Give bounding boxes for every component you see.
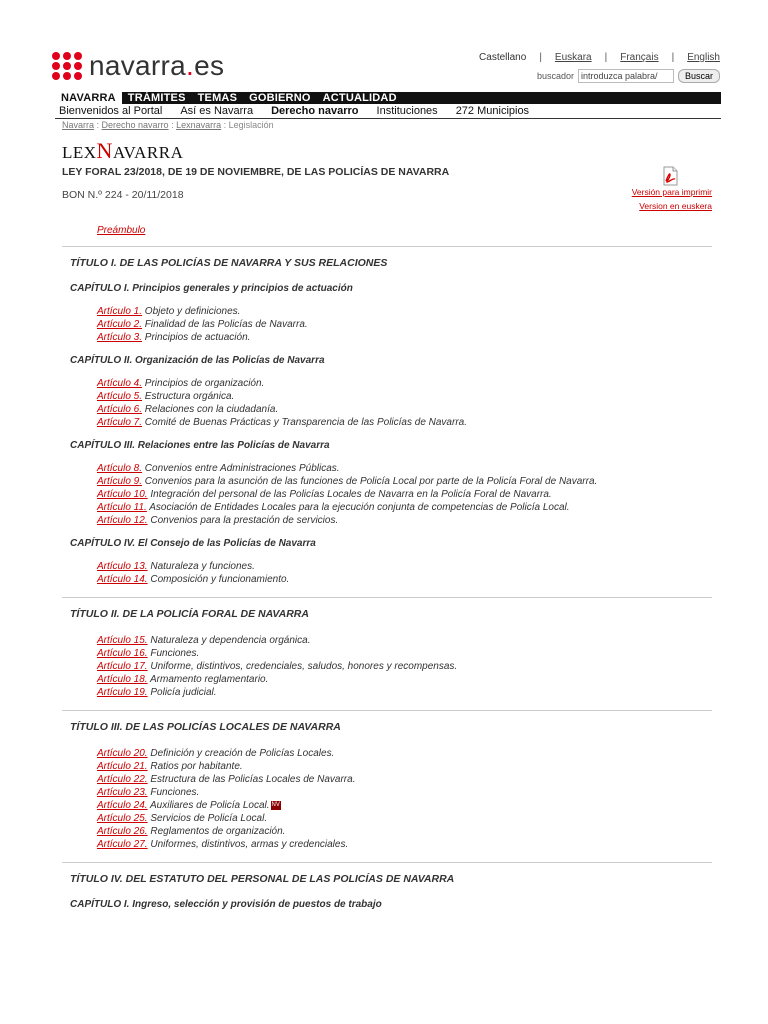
nav-navarra[interactable]: NAVARRA	[55, 92, 122, 104]
article-link[interactable]: Artículo 22.	[97, 774, 148, 785]
euskera-version-link[interactable]: Version en euskera	[639, 201, 712, 211]
nav-temas[interactable]: TEMAS	[197, 92, 238, 104]
article-row: Artículo 18. Armamento reglamentario.	[97, 674, 269, 685]
capitulo-heading: CAPÍTULO I. Ingreso, selección y provisión de puestos de trabajo	[70, 899, 382, 910]
page-title: LEY FORAL 23/2018, DE 19 DE NOVIEMBRE, DE LAS POLICÍAS DE NAVARRA	[62, 166, 450, 178]
preambulo-row	[62, 225, 712, 236]
article-link[interactable]: Artículo 20.	[97, 748, 148, 759]
article-row: Artículo 5. Estructura orgánica.	[97, 391, 235, 402]
breadcrumb-derecho-navarro[interactable]: Derecho navarro	[101, 120, 169, 130]
print-links	[632, 185, 712, 213]
subnav-instituciones[interactable]: Instituciones	[376, 105, 438, 117]
preambulo-link[interactable]: Preámbulo	[97, 225, 146, 236]
subnav-bienvenidos[interactable]: Bienvenidos al Portal	[59, 105, 163, 117]
article-link[interactable]: Artículo 16.	[97, 648, 148, 659]
article-row: Artículo 27. Uniformes, distintivos, armas y credenciales.	[97, 839, 349, 850]
article-link[interactable]: Artículo 15.	[97, 635, 148, 646]
article-row: Artículo 22. Estructura de las Policías Locales de Navarra.	[97, 774, 356, 785]
article-link[interactable]: Artículo 5.	[97, 391, 143, 402]
breadcrumb-lexnavarra[interactable]: Lexnavarra	[176, 120, 222, 130]
titulo-heading: TÍTULO II. DE LA POLICÍA FORAL DE NAVARRA	[70, 608, 309, 620]
article-row: Artículo 11. Asociación de Entidades Locales para la ejecución conjunta de competencias de Policía Local.	[97, 502, 570, 513]
article-link[interactable]: Artículo 18.	[97, 674, 148, 685]
main-nav	[55, 92, 721, 104]
article-row: Artículo 8. Convenios entre Administraciones Públicas.	[97, 463, 340, 474]
breadcrumb-legislacion: Legislación	[228, 120, 274, 130]
article-row: Artículo 3. Principios de actuación.	[97, 332, 251, 343]
section-divider	[62, 597, 712, 598]
language-selector: Castellano | Euskara | Français | English	[479, 52, 720, 63]
article-row: Artículo 12. Convenios para la prestación de servicios.	[97, 515, 339, 526]
logo-dots-icon	[52, 52, 83, 80]
article-link[interactable]: Artículo 13.	[97, 561, 148, 572]
article-row: Artículo 26. Reglamentos de organización.	[97, 826, 286, 837]
article-list	[97, 462, 712, 527]
article-list	[97, 747, 712, 851]
article-link[interactable]: Artículo 14.	[97, 574, 148, 585]
lang-euskara[interactable]: Euskara	[554, 52, 592, 63]
article-link[interactable]: Artículo 7.	[97, 417, 143, 428]
article-list	[97, 634, 712, 699]
lexnavarra-logo: LEXNAVARRA	[62, 138, 184, 163]
search-label: buscador	[536, 71, 574, 81]
titulo-heading: TÍTULO IV. DEL ESTATUTO DEL PERSONAL DE LAS POLICÍAS DE NAVARRA	[70, 873, 455, 885]
breadcrumb: Navarra : Derecho navarro : Lexnavarra : Legislación	[62, 120, 274, 130]
pdf-icon[interactable]	[660, 166, 680, 186]
article-link[interactable]: Artículo 8.	[97, 463, 143, 474]
article-link[interactable]: Artículo 21.	[97, 761, 148, 772]
article-row: Artículo 17. Uniforme, distintivos, credenciales, saludos, honores y recompensas.	[97, 661, 458, 672]
article-row: Artículo 6. Relaciones con la ciudadanía.	[97, 404, 279, 415]
article-row: Artículo 23. Funciones.	[97, 787, 200, 798]
article-row: Artículo 15. Naturaleza y dependencia orgánica.	[97, 635, 311, 646]
article-link[interactable]: Artículo 11.	[97, 502, 147, 513]
article-link[interactable]: Artículo 25.	[97, 813, 148, 824]
subnav-asi-es-navarra[interactable]: Así es Navarra	[180, 105, 254, 117]
titulo-heading: TÍTULO I. DE LAS POLICÍAS DE NAVARRA Y SUS RELACIONES	[70, 257, 388, 269]
article-link[interactable]: Artículo 1.	[97, 306, 143, 317]
lang-english[interactable]: English	[687, 52, 720, 63]
section-divider	[62, 710, 712, 711]
article-row: Artículo 21. Ratios por habitante.	[97, 761, 243, 772]
logo-text: navarra.es	[89, 50, 225, 81]
article-row: Artículo 19. Policía judicial.	[97, 687, 217, 698]
capitulo-heading: CAPÍTULO I. Principios generales y principios de actuación	[70, 283, 353, 294]
article-row: Artículo 4. Principios de organización.	[97, 378, 265, 389]
section-divider	[62, 862, 712, 863]
search-bar	[537, 69, 720, 83]
nav-actualidad[interactable]: ACTUALIDAD	[322, 92, 397, 104]
capitulo-heading: CAPÍTULO III. Relaciones entre las Policías de Navarra	[70, 440, 330, 451]
new-badge-icon: NV	[271, 801, 280, 808]
titulo-heading: TÍTULO III. DE LAS POLICÍAS LOCALES DE NAVARRA	[70, 721, 341, 733]
nav-tramites[interactable]: TRÁMITES	[127, 92, 186, 104]
search-button[interactable]: Buscar	[678, 69, 720, 83]
article-row: Artículo 20. Definición y creación de Policías Locales.	[97, 748, 335, 759]
article-row: Artículo 10. Integración del personal de las Policías Locales de Navarra en la Policía Foral de Navarra.	[97, 489, 552, 500]
article-row: Artículo 13. Naturaleza y funciones.	[97, 561, 255, 572]
law-index	[62, 225, 712, 921]
article-link[interactable]: Artículo 19.	[97, 687, 148, 698]
article-row: Artículo 1. Objeto y definiciones.	[97, 306, 241, 317]
breadcrumb-navarra[interactable]: Navarra	[62, 120, 95, 130]
search-input[interactable]	[578, 69, 674, 83]
article-link[interactable]: Artículo 6.	[97, 404, 143, 415]
article-row: Artículo 7. Comité de Buenas Prácticas y Transparencia de las Policías de Navarra.	[97, 417, 467, 428]
article-link[interactable]: Artículo 23.	[97, 787, 148, 798]
capitulo-heading: CAPÍTULO IV. El Consejo de las Policías de Navarra	[70, 538, 316, 549]
article-row: Artículo 16. Funciones.	[97, 648, 200, 659]
nav-gobierno[interactable]: GOBIERNO	[249, 92, 311, 104]
subnav-municipios[interactable]: 272 Municipios	[455, 105, 530, 117]
article-link[interactable]: Artículo 9.	[97, 476, 143, 487]
bon-reference: BON N.º 224 - 20/11/2018	[62, 189, 184, 201]
site-logo[interactable]	[52, 50, 224, 82]
section-divider	[62, 246, 712, 247]
article-row: Artículo 14. Composición y funcionamiento.	[97, 574, 290, 585]
article-list	[97, 377, 712, 429]
print-version-link[interactable]: Versión para imprimir	[631, 187, 712, 197]
capitulo-heading: CAPÍTULO II. Organización de las Policías de Navarra	[70, 355, 325, 366]
subnav-derecho-navarro[interactable]: Derecho navarro	[271, 105, 359, 117]
article-link[interactable]: Artículo 27.	[97, 839, 148, 850]
article-link[interactable]: Artículo 3.	[97, 332, 143, 343]
article-list	[97, 560, 712, 586]
article-link[interactable]: Artículo 26.	[97, 826, 148, 837]
article-link[interactable]: Artículo 12.	[97, 515, 148, 526]
article-row: Artículo 2. Finalidad de las Policías de Navarra.	[97, 319, 308, 330]
lang-castellano: Castellano	[479, 52, 527, 63]
lang-francais[interactable]: Français	[620, 52, 659, 63]
article-row: Artículo 25. Servicios de Policía Local.	[97, 813, 268, 824]
article-link[interactable]: Artículo 10.	[97, 489, 148, 500]
article-row: Artículo 24. Auxiliares de Policía Local. NV	[97, 800, 280, 811]
article-link[interactable]: Artículo 17.	[97, 661, 148, 672]
article-link[interactable]: Artículo 24.	[97, 800, 148, 811]
article-list	[97, 305, 712, 344]
sub-nav	[55, 104, 721, 119]
article-link[interactable]: Artículo 4.	[97, 378, 143, 389]
article-link[interactable]: Artículo 2.	[97, 319, 143, 330]
article-row: Artículo 9. Convenios para la asunción de las funciones de Policía Local por parte de la Policía Foral de Navarra.	[97, 476, 598, 487]
